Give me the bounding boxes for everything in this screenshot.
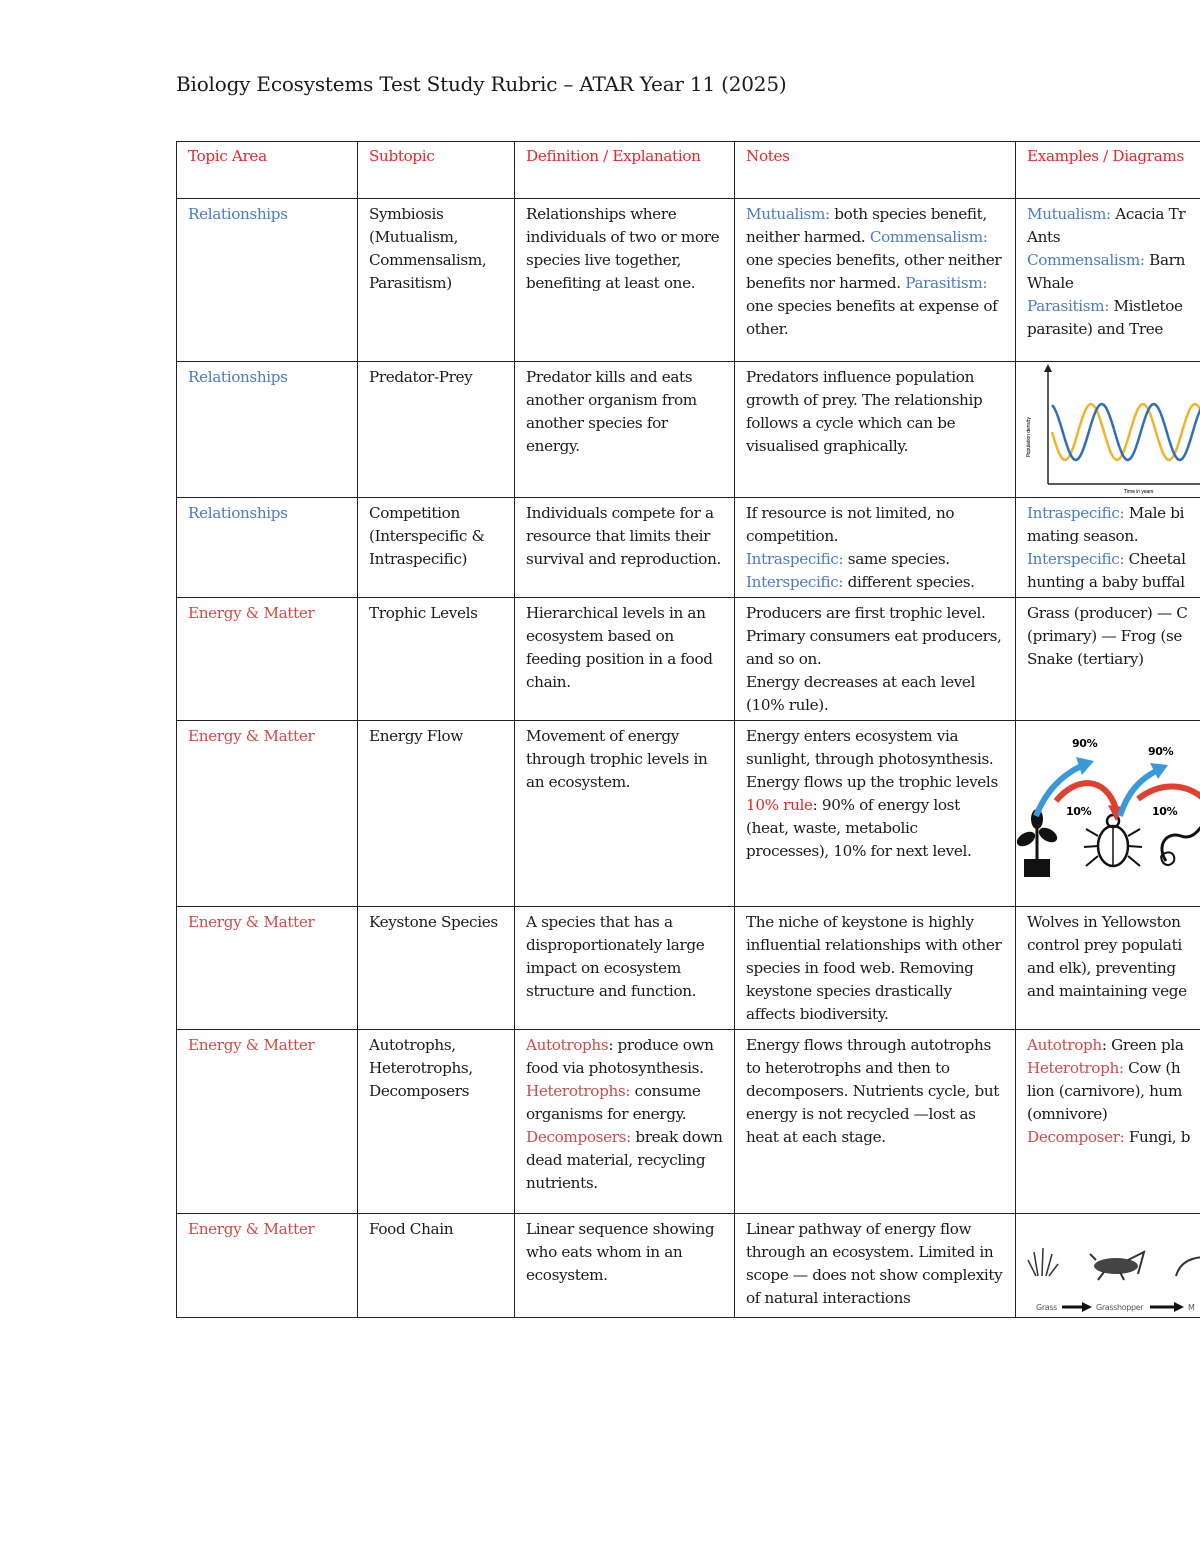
definition-cell: Linear sequence showing who eats whom in an ecosystem. xyxy=(515,1214,735,1318)
examples-cell xyxy=(1016,721,1200,907)
notes-term: Commensalism: xyxy=(869,228,988,246)
y-axis-arrowhead xyxy=(1044,364,1052,372)
example-text: Whale xyxy=(1027,274,1074,292)
table-row xyxy=(177,721,1200,907)
arrowhead xyxy=(1082,1302,1092,1312)
notes-text: Energy enters ecosystem via sunlight, through photosynthesis. xyxy=(746,727,994,768)
topic-cell: Relationships xyxy=(177,498,358,598)
subtopic-cell: Autotrophs, Heterotrophs, Decomposers xyxy=(358,1030,515,1214)
table-row xyxy=(177,199,1200,362)
example-text: lion (carnivore), hum xyxy=(1027,1082,1183,1100)
chain-label-grass: Grass xyxy=(1036,1303,1057,1312)
examples-cell xyxy=(1016,362,1200,498)
notes-text: Predators influence population growth of prey. The relationship follows a cycle which can be visualised graphically. xyxy=(746,368,983,455)
beetle-icon xyxy=(1084,815,1142,866)
header-notes: Notes xyxy=(735,142,1016,199)
lizard-icon xyxy=(1161,821,1200,865)
energy-label-10: 10% xyxy=(1152,805,1178,818)
notes-text: If resource is not limited, no competition. xyxy=(746,504,955,545)
prey-curve xyxy=(1052,404,1200,460)
plant-icon xyxy=(1016,809,1060,877)
definition-cell xyxy=(515,1030,735,1214)
definition-cell: Relationships where individuals of two or more species live together, benefiting at least one. xyxy=(515,199,735,362)
example-term: Interspecific: xyxy=(1027,550,1125,568)
table-row xyxy=(177,1214,1200,1318)
header-subtopic: Subtopic xyxy=(358,142,515,199)
examples-cell xyxy=(1016,1214,1200,1318)
subtopic-cell: Competition (Interspecific & Intraspecific) xyxy=(358,498,515,598)
table-row xyxy=(177,498,1200,598)
table-row xyxy=(177,362,1200,498)
header-row xyxy=(177,142,1200,199)
topic-cell: Energy & Matter xyxy=(177,907,358,1030)
notes-text: Producers are first trophic level. Primary consumers eat producers, and so on. xyxy=(746,604,1002,668)
notes-text: one species benefits at expense of other. xyxy=(746,297,998,338)
header-topic-area: Topic Area xyxy=(177,142,358,199)
example-text: Acacia Tr xyxy=(1110,205,1186,223)
notes-text: one species benefits, other neither benefits nor harmed. xyxy=(746,251,1002,292)
topic-cell: Energy & Matter xyxy=(177,1214,358,1318)
example-text: mating season. xyxy=(1027,527,1139,545)
grasshopper-icon xyxy=(1090,1252,1144,1280)
example-text: Barn xyxy=(1144,251,1186,269)
food-chain-diagram xyxy=(1016,1214,1200,1314)
graph-x-label: Time in years xyxy=(1124,489,1154,494)
graph-y-label: Population density xyxy=(1026,417,1032,457)
notes-cell: The niche of keystone is highly influential relationships with other species in food web. Removing keystone species drastically affects biodiversity. xyxy=(735,907,1016,1030)
subtopic-cell: Symbiosis (Mutualism, Commensalism, Parasitism) xyxy=(358,199,515,362)
example-text: (primary) — Frog (se xyxy=(1027,627,1183,645)
header-examples: Examples / Diagrams xyxy=(1016,142,1200,199)
example-text: Ants xyxy=(1027,228,1061,246)
notes-cell xyxy=(735,362,1016,498)
definition-cell: Individuals compete for a resource that limits their survival and reproduction. xyxy=(515,498,735,598)
definition-cell: Hierarchical levels in an ecosystem based on feeding position in a food chain. xyxy=(515,598,735,721)
example-term: Autotroph xyxy=(1027,1036,1102,1054)
topic-cell: Energy & Matter xyxy=(177,598,358,721)
notes-term: Parasitism: xyxy=(905,274,988,292)
header-definition: Definition / Explanation xyxy=(515,142,735,199)
energy-label-90: 90% xyxy=(1072,737,1098,750)
example-term: Intraspecific: xyxy=(1027,504,1125,522)
grass-icon xyxy=(1028,1248,1058,1276)
notes-cell xyxy=(735,199,1016,362)
example-text: Male bi xyxy=(1124,504,1185,522)
definition-term: Autotrophs xyxy=(526,1036,609,1054)
definition-cell: A species that has a disproportionately large impact on ecosystem structure and function. xyxy=(515,907,735,1030)
example-text: Mistletoe xyxy=(1108,297,1183,315)
topic-cell: Relationships xyxy=(177,362,358,498)
example-text: and elk), preventing xyxy=(1027,959,1176,977)
energy-flow-diagram xyxy=(1016,721,1200,891)
subtopic-cell: Trophic Levels xyxy=(358,598,515,721)
table-row xyxy=(177,1030,1200,1214)
topic-cell: Energy & Matter xyxy=(177,721,358,907)
subtopic-cell: Keystone Species xyxy=(358,907,515,1030)
topic-cell: Energy & Matter xyxy=(177,1030,358,1214)
example-text: and maintaining vege xyxy=(1027,982,1187,1000)
example-term: Commensalism: xyxy=(1027,251,1145,269)
examples-cell xyxy=(1016,199,1200,362)
definition-cell: Movement of energy through trophic levels in an ecosystem. xyxy=(515,721,735,907)
examples-cell xyxy=(1016,907,1200,1030)
study-rubric-table xyxy=(176,141,1200,1318)
example-text: control prey populati xyxy=(1027,936,1182,954)
chain-label-next: M xyxy=(1188,1303,1195,1312)
example-text: : Green pla xyxy=(1101,1036,1184,1054)
definition-text: break down dead material, recycling nutrients. xyxy=(526,1128,723,1192)
topic-cell: Relationships xyxy=(177,199,358,362)
subtopic-cell: Food Chain xyxy=(358,1214,515,1318)
notes-cell: Energy flows through autotrophs to heterotrophs and then to decomposers. Nutrients cycle, but energy is not recycled —lost as heat at each stage. xyxy=(735,1030,1016,1214)
notes-text: Energy flows up the trophic levels xyxy=(746,773,998,791)
example-term: Heterotroph: xyxy=(1027,1059,1124,1077)
subtopic-cell: Predator-Prey xyxy=(358,362,515,498)
arrowhead xyxy=(1174,1302,1184,1312)
notes-cell xyxy=(735,598,1016,721)
notes-text: different species. xyxy=(843,573,975,591)
notes-text: same species. xyxy=(843,550,950,568)
example-text: parasite) and Tree xyxy=(1027,320,1164,338)
notes-text: Energy decreases at each level (10% rule). xyxy=(746,673,976,714)
example-term: Decomposer: xyxy=(1027,1128,1125,1146)
energy-label-90: 90% xyxy=(1148,745,1174,758)
notes-cell xyxy=(735,721,1016,907)
subtopic-cell: Energy Flow xyxy=(358,721,515,907)
definition-term: Heterotrophs: xyxy=(526,1082,631,1100)
notes-term: 10% rule xyxy=(746,796,813,814)
example-text: (omnivore) xyxy=(1027,1105,1108,1123)
definition-cell: Predator kills and eats another organism from another species for energy. xyxy=(515,362,735,498)
example-term: Parasitism: xyxy=(1027,297,1109,315)
examples-cell xyxy=(1016,498,1200,598)
example-text: Wolves in Yellowston xyxy=(1027,913,1181,931)
notes-cell: Linear pathway of energy flow through an ecosystem. Limited in scope — does not show complexity of natural interactions xyxy=(735,1214,1016,1318)
example-text: Snake (tertiary) xyxy=(1027,650,1144,668)
notes-cell xyxy=(735,498,1016,598)
example-text: Fungi, b xyxy=(1124,1128,1191,1146)
document-title: Biology Ecosystems Test Study Rubric – ATAR Year 11 (2025) xyxy=(176,72,787,96)
notes-term: Mutualism: xyxy=(746,205,830,223)
definition-text: consume organisms for energy. xyxy=(526,1082,701,1123)
predator-curve xyxy=(1052,404,1200,460)
table-row xyxy=(177,598,1200,721)
examples-cell xyxy=(1016,598,1200,721)
example-text: Grass (producer) — C xyxy=(1027,604,1188,622)
definition-term: Decomposers: xyxy=(526,1128,631,1146)
notes-text: both species benefit, neither harmed. xyxy=(746,205,987,246)
examples-cell xyxy=(1016,1030,1200,1214)
predator-prey-graph xyxy=(1016,362,1200,494)
notes-text: : 90% of energy lost (heat, waste, metabolic processes), 10% for next level. xyxy=(746,796,972,860)
definition-text: : produce own food via photosynthesis. xyxy=(526,1036,714,1077)
energy-label-10: 10% xyxy=(1066,805,1092,818)
notes-term: Interspecific: xyxy=(746,573,844,591)
example-text: Cow (h xyxy=(1123,1059,1181,1077)
chain-label-grasshopper: Grasshopper xyxy=(1096,1303,1144,1312)
example-text: hunting a baby buffal xyxy=(1027,573,1185,591)
example-text: Cheetal xyxy=(1124,550,1186,568)
energy-arrow-red xyxy=(1138,786,1200,801)
table-row xyxy=(177,907,1200,1030)
example-term: Mutualism: xyxy=(1027,205,1111,223)
mouse-icon xyxy=(1176,1257,1200,1276)
notes-term: Intraspecific: xyxy=(746,550,844,568)
